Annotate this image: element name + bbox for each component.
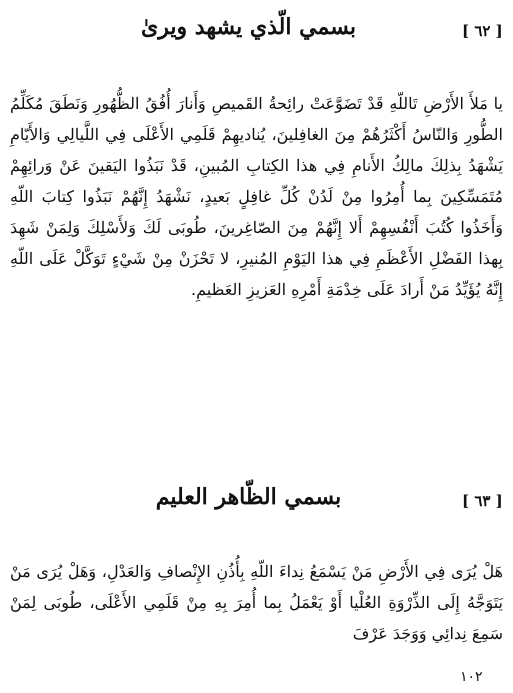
section-title: بسمي الظّاهر العليم (155, 484, 342, 510)
section-body-text: هَلْ يُرَى فِي الأَرْضِ مَنْ يَسْمَعُ نِداءَ اللّهِ بِأُذُنِ الإِنْصافِ وَالعَدْلِ، وَهَلْ يُرَى مَنْ يَتَوَجَّهُ إِلَى الذِّرْوَةِ العُلْيا أَوْ يَعْمَلُ بِما أُمِرَ بِهِ مِنْ قَلَمِي الأَعْلَى، طُوبَى لِمَنْ سَمِعَ نِدائِي وَوَجَدَ عَرْفَ (10, 562, 503, 643)
tablet-section-63 (0, 478, 513, 643)
section-heading (0, 8, 513, 54)
tablet-section-62 (0, 8, 513, 299)
section-body-text: يا مَلأَ الأَرْضِ تَاللّهِ قَدْ تَضَوَّعَتْ رائِحةُ القَميصِ وَأَنارَ أُفُقُ الظُّهُورِ وَنَطَقَ مُكَلِّمُ الطُّورِ وَالنّاسُ أَكْثَرُهُمْ مِنَ الغافِلينَ، يُناديهِمْ قَلَمِي الأَعْلَى فِي اللَّيالِي وَالأَيّامِ يَشْهَدُ بِذلِكَ مالِكُ الأَنامِ فِي هذا الكِتابِ المُبينِ، قَدْ نَبَذُوا اليَقينَ عَنْ وَرائِهِمْ مُتَمَسِّكِينَ بِما أُمِرُوا مِنْ لَدُنْ كُلِّ غافِلٍ بَعيدٍ، نَشْهَدُ إِنَّهُمْ نَبَذُوا كِتابَ اللّهِ وَأَخَذُوا كُتُبَ أَنْفُسِهِمْ أَلا إِنَّهُمْ مِنَ الصّاغِرينَ، طُوبَى لَكَ وَلأَسْلِكَ وَلِمَنْ شَهِدَ بِهذا الفَضْلِ الأَعْظَمِ فِي هذا اليَوْمِ المُنيرِ، لا تَحْزَنْ مِنْ شَيْءٍ تَوَكَّلْ عَلَى اللّهِ إِنَّهُ يُؤَيِّدُ مَنْ أَرادَ عَلَى خِدْمَةِ أَمْرِهِ العَزيزِ العَظيمِ. (10, 94, 503, 299)
section-number: [ ٦٣ ] (462, 492, 503, 510)
page-number: ١٠٢ (460, 669, 483, 685)
section-number: [ ٦٢ ] (462, 22, 503, 40)
section-heading (0, 478, 513, 524)
section-title: بسمي الّذي يشهد ويرىٰ (141, 14, 356, 40)
